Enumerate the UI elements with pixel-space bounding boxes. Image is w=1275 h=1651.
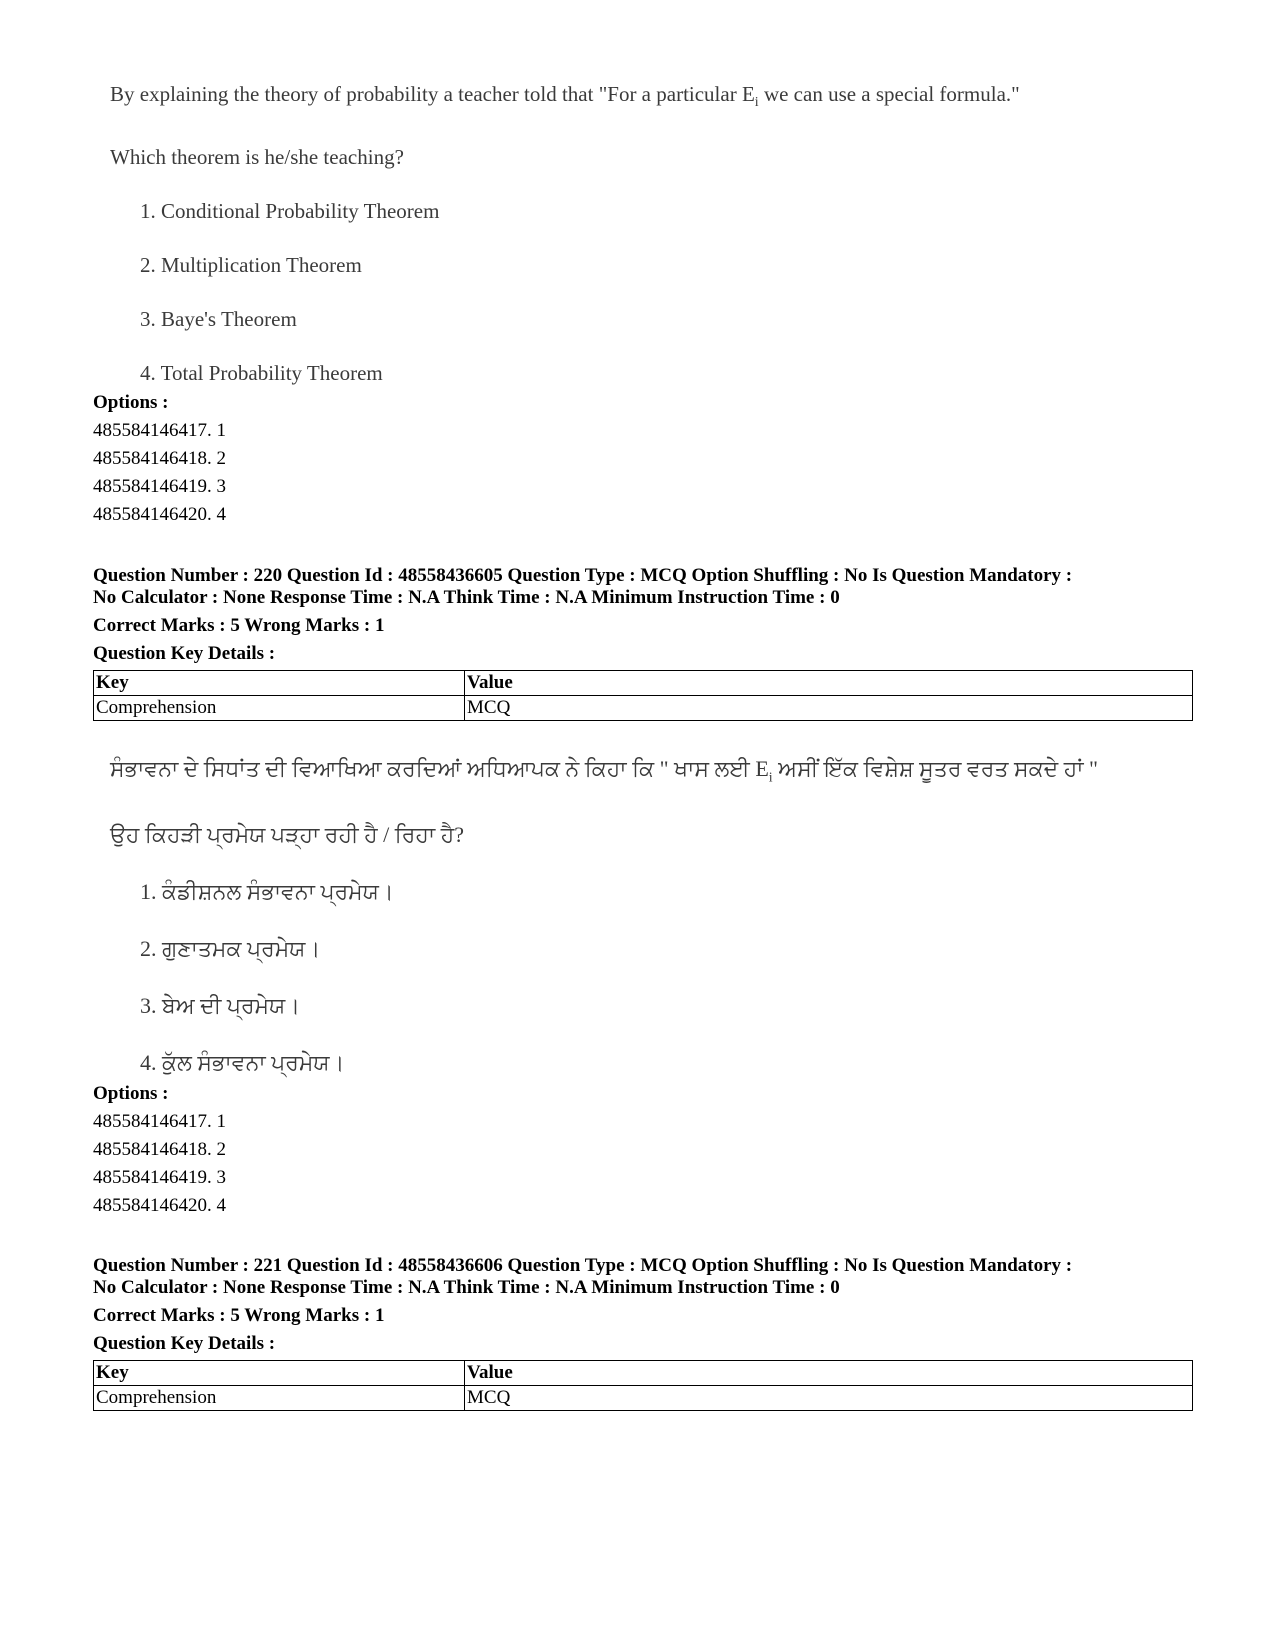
choice-item: 4. ਕੁੱਲ ਸੰਭਾਵਨਾ ਪ੍ਰਮੇਯ। (140, 1050, 345, 1076)
choice-item: 1. ਕੰਡੀਸ਼ਨਲ ਸੰਭਾਵਨਾ ਪ੍ਰਮੇਯ। (140, 879, 394, 905)
choice-item: 3. ਬੇਅ ਦੀ ਪ੍ਰਮੇਯ। (140, 993, 301, 1019)
options-heading: Options : (93, 1083, 169, 1104)
question-meta-220 (93, 565, 1193, 721)
stem-subscript: i (768, 770, 773, 786)
stem-text-end: we can use a special formula." (758, 82, 1020, 106)
question-image-english (110, 80, 1020, 413)
table-header-value: Value (465, 1361, 1193, 1386)
table-header-key: Key (94, 1361, 465, 1386)
table-row (94, 696, 1193, 721)
option-line: 485584146417. 1 (93, 420, 226, 441)
table-header-row (94, 1361, 1193, 1386)
choice-item: 2. ਗੁਣਾਤਮਕ ਪ੍ਰਮੇਯ। (140, 936, 321, 962)
marks-line: Correct Marks : 5 Wrong Marks : 1 (93, 1305, 385, 1326)
option-line: 485584146420. 4 (93, 504, 226, 525)
option-line: 485584146417. 1 (93, 1111, 226, 1132)
question-text: ਉਹ ਕਿਹੜੀ ਪ੍ਰਮੇਯ ਪੜ੍ਹਾ ਰਹੀ ਹੈ / ਰਿਹਾ ਹੈ? (110, 822, 464, 848)
key-details-heading: Question Key Details : (93, 1333, 276, 1354)
table-cell-key: Comprehension (94, 1386, 465, 1411)
option-line: 485584146419. 3 (93, 476, 226, 497)
question-meta-line: No Calculator : None Response Time : N.A Think Time : N.A Minimum Instruction Time : 0 (93, 1277, 840, 1298)
choice-item: 4. Total Probability Theorem (140, 361, 383, 386)
question-stem (110, 755, 1098, 792)
choice-item: 2. Multiplication Theorem (140, 253, 362, 278)
stem-text: By explaining the theory of probability a teacher told that "For a particular E (110, 82, 755, 106)
options-heading: Options : (93, 392, 169, 413)
question-meta-line: Question Number : 221 Question Id : 48558436606 Question Type : MCQ Option Shuffling : No Is Question Mandatory : (93, 1255, 1073, 1276)
question-stem (110, 80, 1020, 117)
key-details-heading: Question Key Details : (93, 643, 276, 664)
question-meta-line: No Calculator : None Response Time : N.A Think Time : N.A Minimum Instruction Time : 0 (93, 587, 840, 608)
stem-text-end: ਅਸੀਂ ਇੱਕ ਵਿਸ਼ੇਸ਼ ਸੂਤਰ ਵਰਤ ਸਕਦੇ ਹਾਂ " (772, 756, 1098, 781)
table-cell-value: MCQ (465, 1386, 1193, 1411)
key-details-table (93, 670, 1193, 721)
question-image-punjabi (110, 755, 1098, 1106)
choice-list (110, 197, 1020, 387)
option-line: 485584146418. 2 (93, 1139, 226, 1160)
choice-item: 1. Conditional Probability Theorem (140, 199, 440, 224)
question-meta-221 (93, 1255, 1193, 1411)
option-line: 485584146420. 4 (93, 1195, 226, 1216)
table-header-key: Key (94, 671, 465, 696)
option-line: 485584146418. 2 (93, 448, 226, 469)
table-cell-key: Comprehension (94, 696, 465, 721)
key-details-table (93, 1360, 1193, 1411)
choice-list (110, 878, 1098, 1077)
table-header-row (94, 671, 1193, 696)
marks-line: Correct Marks : 5 Wrong Marks : 1 (93, 615, 385, 636)
table-cell-value: MCQ (465, 696, 1193, 721)
stem-subscript: i (754, 95, 759, 111)
stem-text: ਸੰਭਾਵਨਾ ਦੇ ਸਿਧਾਂਤ ਦੀ ਵਿਆਖਿਆ ਕਰਦਿਆਂ ਅਧਿਆਪਕ ਨੇ ਕਿਹਾ ਕਿ " ਖਾਸ ਲਈ E (110, 756, 769, 781)
table-header-value: Value (465, 671, 1193, 696)
question-text: Which theorem is he/she teaching? (110, 145, 404, 170)
choice-item: 3. Baye's Theorem (140, 307, 297, 332)
question-meta-line: Question Number : 220 Question Id : 48558436605 Question Type : MCQ Option Shuffling : No Is Question Mandatory : (93, 565, 1073, 586)
options-section (93, 1080, 1193, 1220)
option-line: 485584146419. 3 (93, 1167, 226, 1188)
table-row (94, 1386, 1193, 1411)
options-section (93, 389, 1193, 529)
